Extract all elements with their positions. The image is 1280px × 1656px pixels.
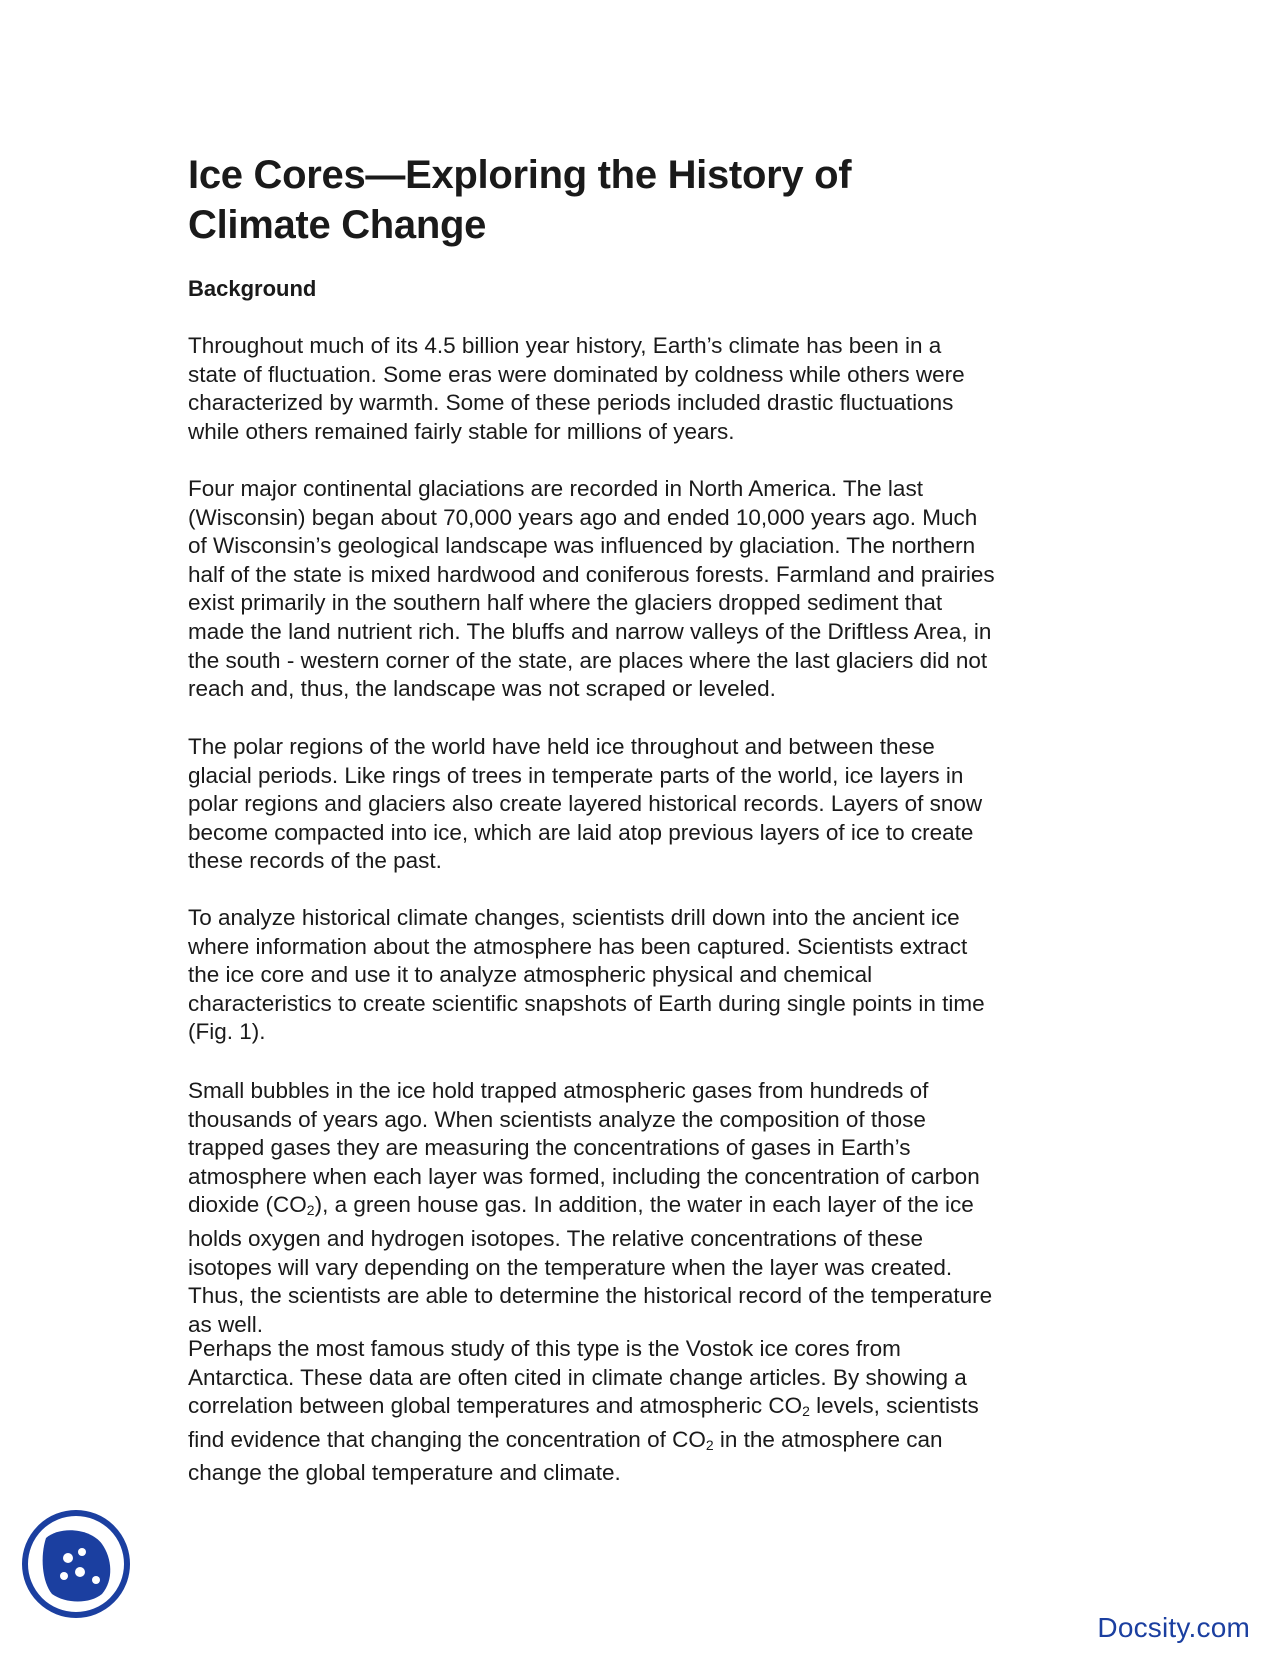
co2-suffix: ), a green house gas. In addition, the water in each layer of the ice	[314, 1192, 974, 1218]
paragraph-line: The polar regions of the world have held ice throughout and between these	[188, 734, 935, 759]
paragraph-3	[188, 733, 1088, 876]
co2-subscript: 2	[306, 1202, 315, 1219]
paragraph-line: half of the state is mixed hardwood and coniferous forests. Farmland and prairies	[188, 561, 995, 587]
paragraph-line: Four major continental glaciations are recorded in North America. The last	[188, 476, 923, 501]
brand-link[interactable]: Docsity.com	[1097, 1612, 1250, 1643]
paragraph-line: glacial periods. Like rings of trees in temperate parts of the world, ice layers in	[188, 762, 964, 788]
paragraph-4	[188, 904, 1088, 1047]
paragraph-line: characterized by warmth. Some of these periods included drastic fluctuations	[188, 390, 954, 416]
paragraph-line: Small bubbles in the ice hold trapped atmospheric gases from hundreds of	[188, 1078, 929, 1103]
paragraph-line-co2	[188, 1426, 1088, 1460]
paragraph-line: (Fig. 1).	[188, 1019, 266, 1045]
paragraph-line: atmosphere when each layer was formed, including the concentration of carbon	[188, 1163, 980, 1189]
docsity-logo-icon[interactable]	[20, 1508, 132, 1620]
paragraph-1	[188, 332, 1088, 446]
paragraph-line: the ice core and use it to analyze atmospheric physical and chemical	[188, 962, 873, 988]
paragraph-line: of Wisconsin’s geological landscape was influenced by glaciation. The northern	[188, 533, 976, 559]
document-title	[188, 150, 1088, 250]
paragraph-2	[188, 475, 1088, 704]
co2-prefix: correlation between global temperatures and atmospheric CO	[188, 1393, 803, 1419]
paragraph-line: trapped gases they are measuring the concentrations of gases in Earth’s	[188, 1135, 911, 1161]
co2-prefix: dioxide (CO	[188, 1192, 307, 1218]
co2-subscript: 2	[705, 1436, 714, 1453]
paragraph-line: exist primarily in the southern half where the glaciers dropped sediment that	[188, 590, 943, 616]
co2-suffix: levels, scientists	[809, 1393, 979, 1419]
co2-subscript: 2	[802, 1403, 810, 1420]
paragraph-6	[188, 1335, 1088, 1488]
paragraph-line-co2	[188, 1392, 1088, 1426]
paragraph-line: thousands of years ago. When scientists analyze the composition of those	[188, 1106, 926, 1132]
paragraph-line: Perhaps the most famous study of this type is the Vostok ice cores from	[188, 1336, 901, 1361]
paragraph-line: holds oxygen and hydrogen isotopes. The relative concentrations of these	[188, 1225, 924, 1251]
paragraph-line: Antarctica. These data are often cited in climate change articles. By showing a	[188, 1364, 967, 1390]
paragraph-line: reach and, thus, the landscape was not scraped or leveled.	[188, 676, 776, 702]
paragraph-line: made the land nutrient rich. The bluffs and narrow valleys of the Driftless Area, in	[188, 618, 992, 644]
paragraph-line: Throughout much of its 4.5 billion year history, Earth’s climate has been in a	[188, 333, 942, 358]
paragraph-line: (Wisconsin) began about 70,000 years ago and ended 10,000 years ago. Much	[188, 504, 978, 530]
paragraph-line: as well.	[188, 1311, 264, 1337]
title-line-2: Climate Change	[188, 203, 487, 247]
paragraph-line: change the global temperature and climate.	[188, 1460, 621, 1486]
paragraph-line: isotopes will vary depending on the temperature when the layer was created.	[188, 1254, 953, 1280]
paragraph-line: polar regions and glaciers also create layered historical records. Layers of snow	[188, 791, 983, 817]
paragraph-line: where information about the atmosphere has been captured. Scientists extract	[188, 933, 968, 959]
paragraph-line: while others remained fairly stable for millions of years.	[188, 418, 735, 444]
paragraph-line: these records of the past.	[188, 848, 442, 874]
paragraph-line: characteristics to create scientific snapshots of Earth during single points in time	[188, 990, 985, 1016]
paragraph-line: become compacted into ice, which are laid atop previous layers of ice to create	[188, 819, 974, 845]
co2-prefix: find evidence that changing the concentration of CO	[188, 1426, 706, 1452]
paragraph-line: To analyze historical climate changes, scientists drill down into the ancient ice	[188, 905, 960, 930]
paragraph-line: the south - western corner of the state, are places where the last glaciers did not	[188, 647, 988, 673]
paragraph-line-co2	[188, 1191, 1088, 1225]
title-line-1: Ice Cores—Exploring the History of	[188, 153, 852, 197]
section-heading: Background	[188, 276, 317, 301]
paragraph-5	[188, 1077, 1088, 1339]
paragraph-line: Thus, the scientists are able to determine the historical record of the temperature	[188, 1283, 993, 1309]
paragraph-line: state of fluctuation. Some eras were dominated by coldness while others were	[188, 361, 965, 387]
co2-suffix: in the atmosphere can	[713, 1426, 943, 1452]
